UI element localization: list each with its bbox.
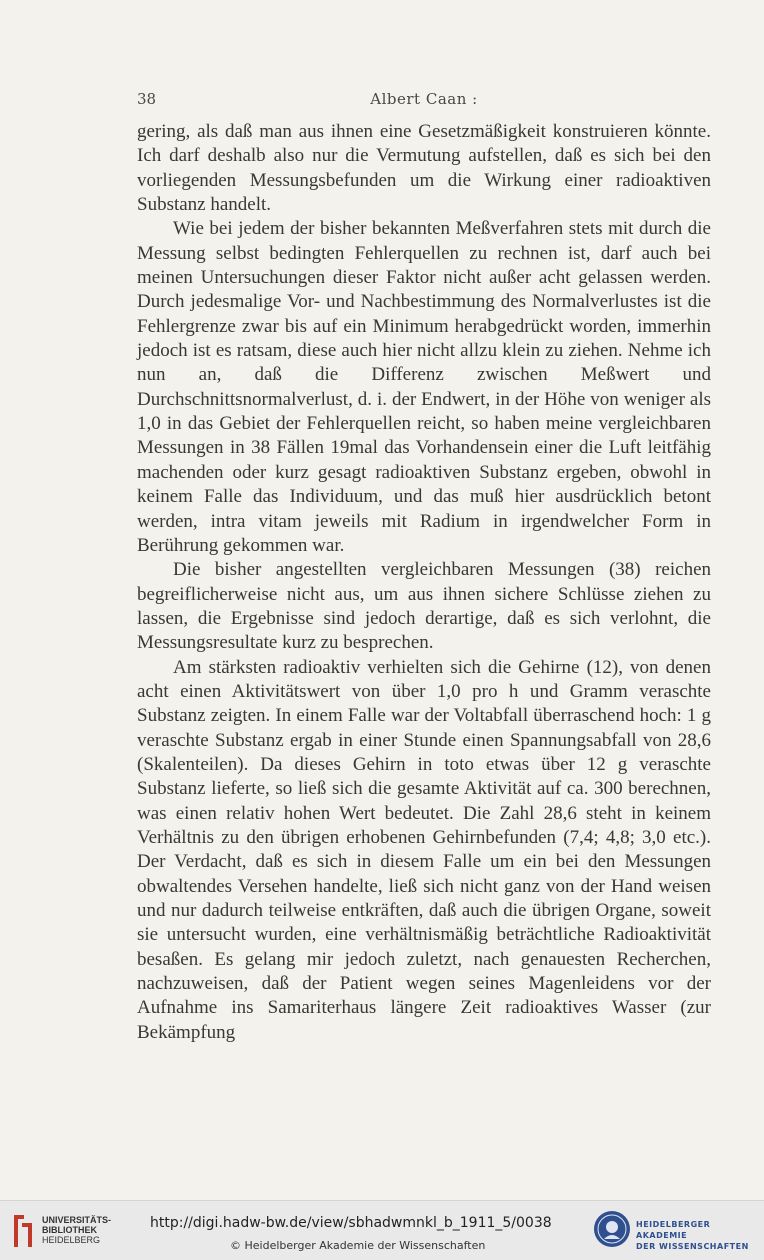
- university-library-logo-icon: [10, 1211, 36, 1251]
- running-head: [137, 90, 711, 114]
- viewer-footer: [0, 1200, 764, 1260]
- paragraph-4: Am stärksten radioaktiv verhielten sich die Gehirne (12), von denen acht einen Aktivitätswert von über 1,0 pro h und Gramm veraschte Substanz zeigten. In einem Falle war der Voltabfall überraschend hoch: 1 g veraschte Substanz ergab in einer Stunde einen Spannungsabfall von 28,6 (Skalenteilen). Da dieses Gehirn in toto etwas über 12 g veraschte Substanz lieferte, so ließ sich die gesamte Aktivität auf ca. 300 berechnen, was einen relativ hohen Wert bedeutet. Die Zahl 28,6 steht in keinem Verhältnis zu den übrigen erhobenen Gehirnbefunden (7,4; 4,8; 3,0 etc.). Der Verdacht, daß es sich in diesem Falle um ein bei den Messungen obwaltendes Versehen handelte, ließ sich nicht ganz von der Hand weisen und nur dadurch teilweise entkräften, daß auch die übrigen Organe, soweit sie untersucht wurden, eine verhältnismäßig beträchtliche Radioaktivität besaßen. Es gelang mir jedoch zuletzt, nach genauesten Recherchen, nachzuweisen, daß der Patient wegen seines Magenleidens vor der Aufnahme ins Samariterhaus längere Zeit radioaktives Wasser (zur Bekämpfung: [137, 656, 711, 1043]
- paragraph-3: Die bisher angestellten vergleichbaren Messungen (38) reichen begreiflicherweise nicht aus, um aus ihnen sichere Schlüsse ziehen zu lassen, die Ergebnisse sind jedoch derartige, daß es sich verlohnt, die Messungsresultate kurz zu besprechen.: [137, 559, 711, 654]
- academy-name: HEIDELBERGER AKADEMIE DER WISSENSCHAFTEN: [636, 1220, 749, 1251]
- paragraph-2: Wie bei jedem der bisher bekannten Meßverfahren stets mit durch die Messung selbst bedingten Fehlerquellen zu rechnen ist, darf auch bei meinen Untersuchungen dieser Faktor nicht außer acht gelassen werden. Durch jedesmalige Vor- und Nachbestimmung des Normalverlustes ist die Fehlergrenze zwar bis auf ein Minimum herabgedrückt worden, immerhin jedoch ist es ratsam, diese auch hier nicht allzu klein zu ziehen. Nehme ich nun an, daß die Differenz zwischen Meßwert und Durchschnittsnormalverlust, d. i. der Endwert, in der Höhe von weniger als 1,0 in das Gebiet der Fehlerquellen reicht, so haben meine vergleichbaren Messungen in 38 Fällen 19mal das Vorhandensein einer die Luft leitfähig machenden oder kurz gesagt radioaktiven Substanz ergeben, obwohl in keinem Falle das Individuum, und das muß hier ausdrücklich betont werden, intra vitam jeweils mit Radium in irgendwelcher Form in Berührung gekommen war.: [137, 218, 711, 556]
- academy-seal-icon: [592, 1209, 632, 1249]
- permalink-url[interactable]: http://digi.hadw-bw.de/view/sbhadwmnkl_b_1911_5/0038: [150, 1215, 552, 1231]
- running-head-author: Albert Caan :: [370, 90, 478, 108]
- page-number: 38: [137, 90, 157, 108]
- university-library-name: UNIVERSITÄTS- BIBLIOTHEK HEIDELBERG: [42, 1215, 112, 1245]
- body-text: [137, 120, 711, 1045]
- copyright-notice: © Heidelberger Akademie der Wissenschaften: [230, 1239, 486, 1252]
- paragraph-1: gering, als daß man aus ihnen eine Gesetzmäßigkeit konstruieren könnte. Ich darf deshalb also nur die Vermutung aufstellen, daß es sich bei den vorliegenden Messungsbefunden um die Wirkung einer radioaktiven Substanz handelt.: [137, 121, 711, 216]
